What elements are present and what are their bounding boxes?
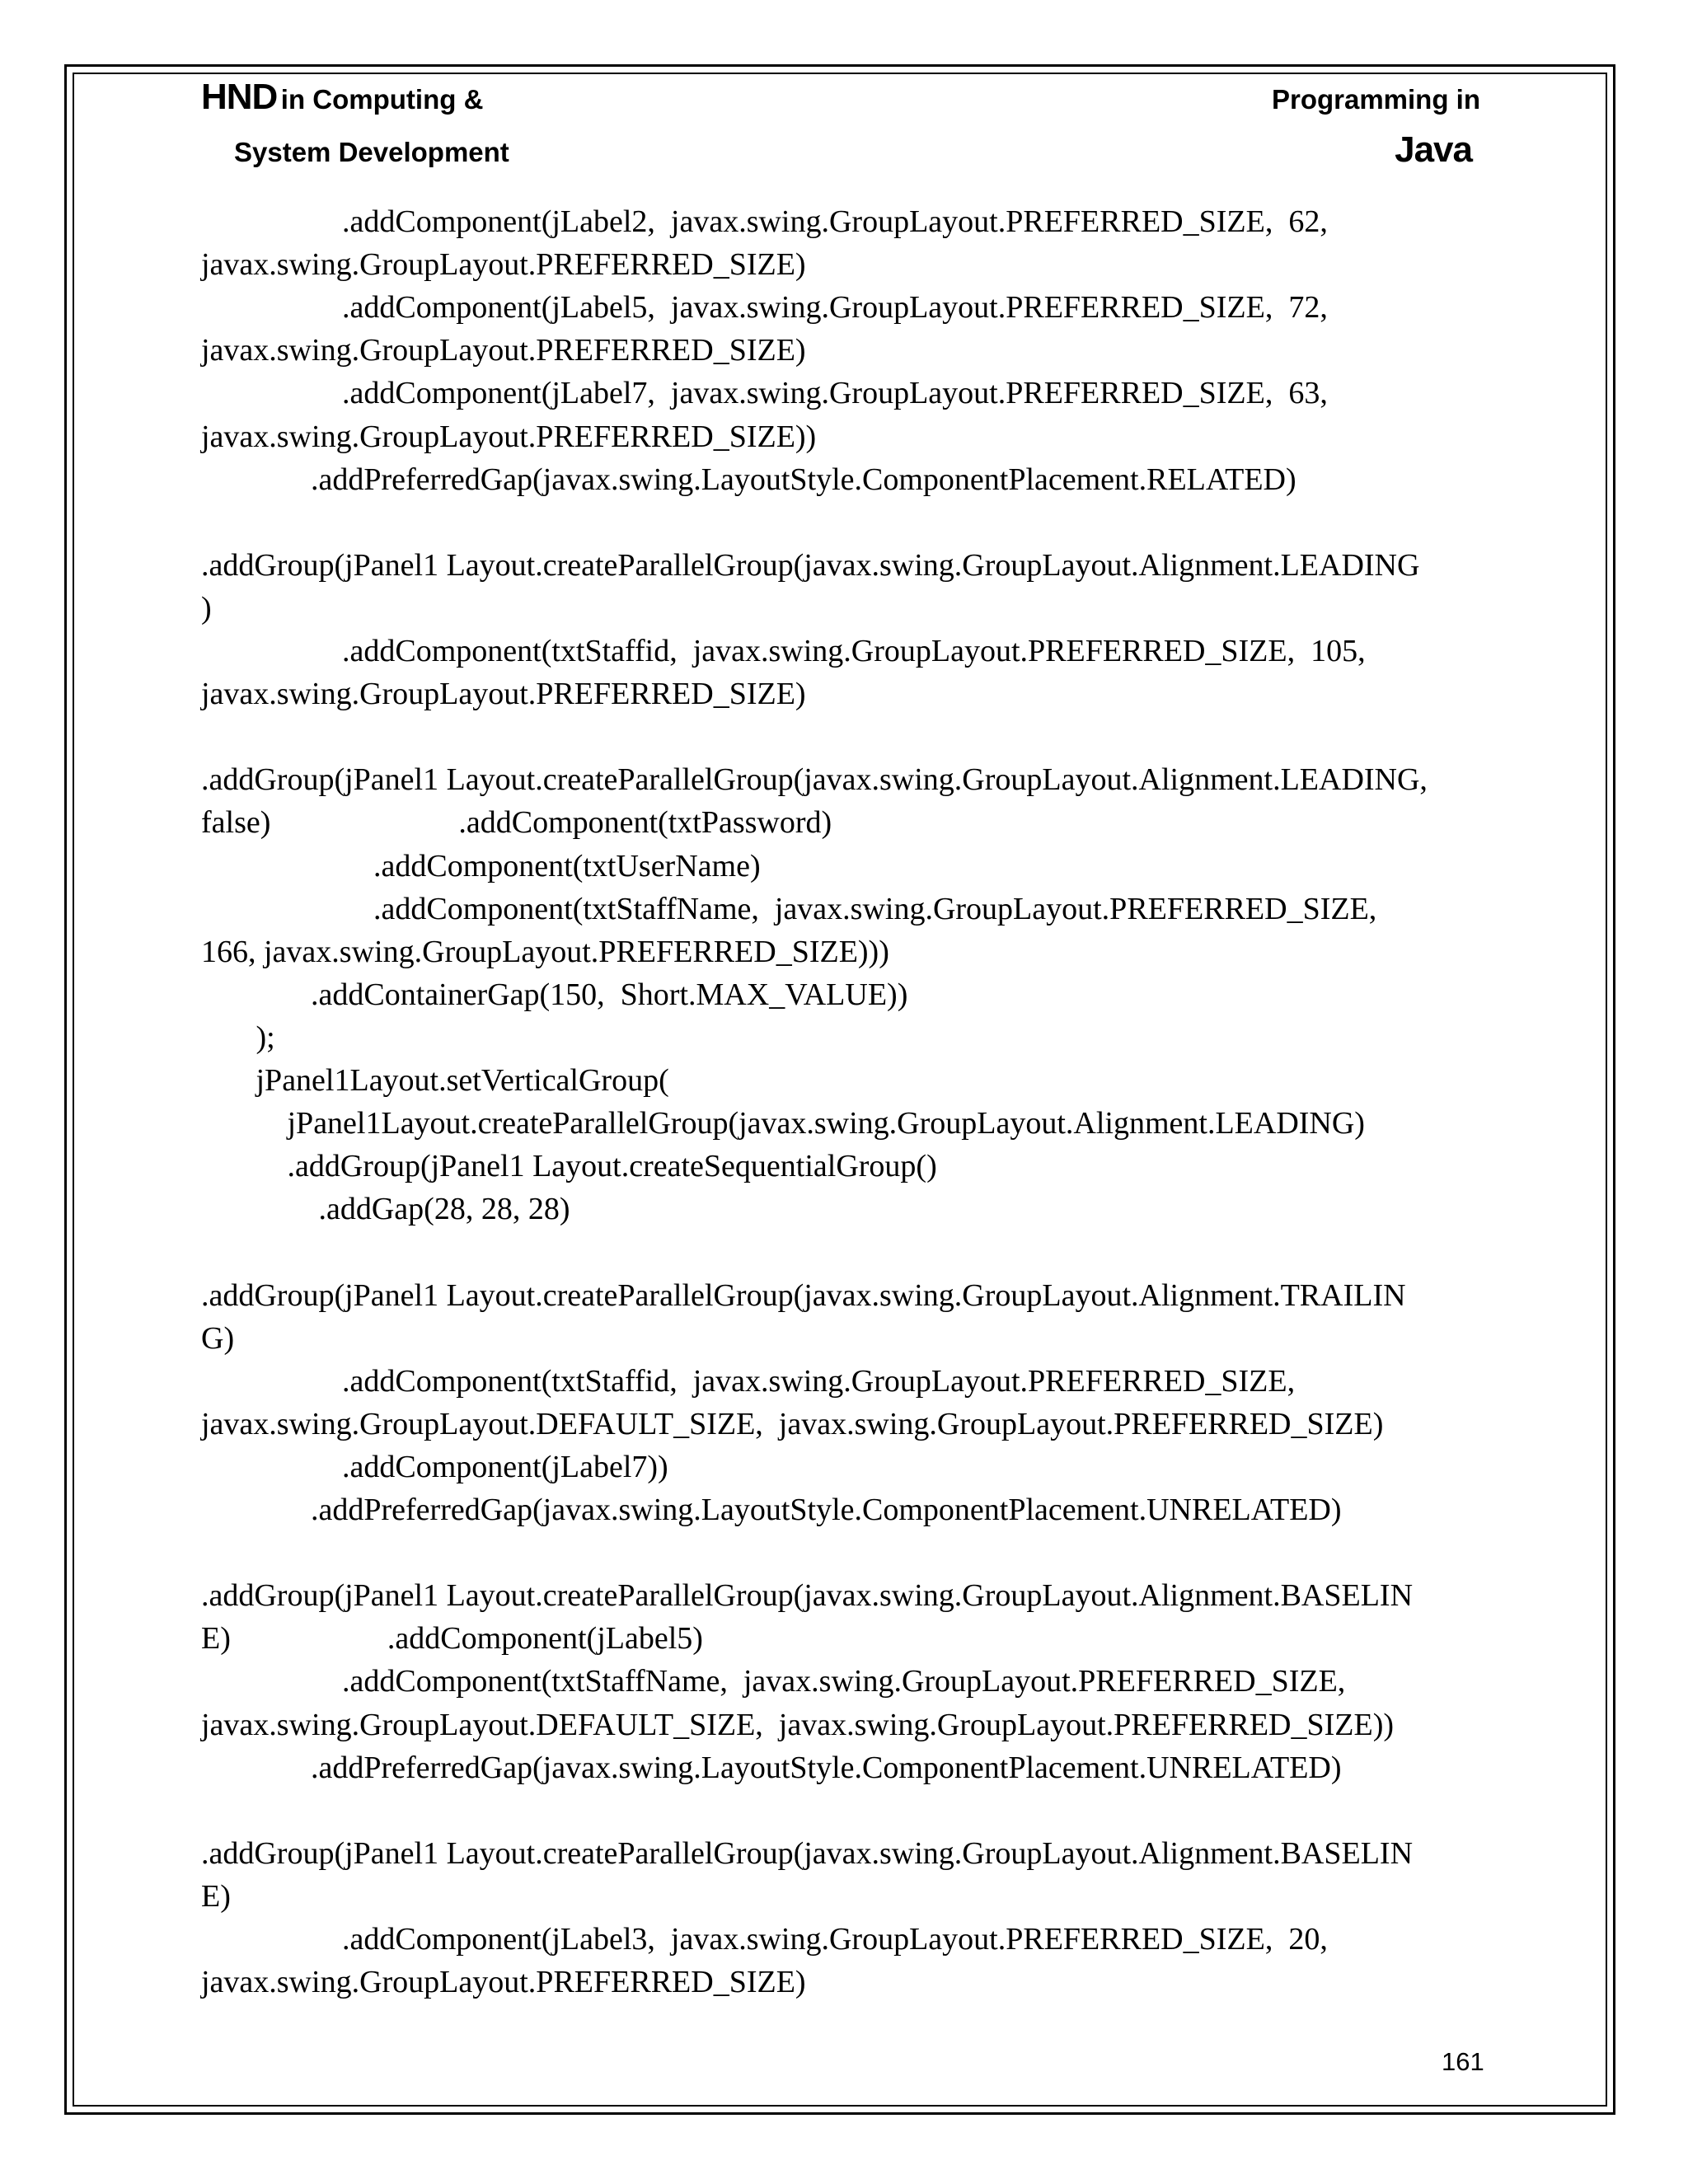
code-line: .addGap(28, 28, 28)	[201, 1192, 570, 1227]
code-line: .addGroup(jPanel1 Layout.createParallelGroup(javax.swing.GroupLayout.Alignment.LEADING,	[201, 762, 1428, 798]
code-line: .addGroup(jPanel1 Layout.createParallelGroup(javax.swing.GroupLayout.Alignment.BASELIN	[201, 1578, 1414, 1614]
code-line: .addComponent(jLabel2, javax.swing.GroupLayout.PREFERRED_SIZE, 62,	[201, 204, 1328, 239]
code-line: javax.swing.GroupLayout.PREFERRED_SIZE)	[201, 247, 806, 283]
code-line: .addPreferredGap(javax.swing.LayoutStyle.ComponentPlacement.UNRELATED)	[201, 1493, 1342, 1527]
header-hnd: HND	[201, 77, 278, 117]
code-line: false) .addComponent(txtPassword)	[201, 805, 832, 841]
code-line: .addComponent(txtStaffid, javax.swing.GroupLayout.PREFERRED_SIZE, 105,	[201, 634, 1366, 668]
code-line: )	[201, 590, 212, 626]
code-line: .addComponent(txtStaffName, javax.swing.GroupLayout.PREFERRED_SIZE,	[201, 891, 1377, 926]
code-line: .addComponent(jLabel3, javax.swing.GroupLayout.PREFERRED_SIZE, 20,	[201, 1922, 1328, 1957]
page-number: 161	[1442, 2047, 1484, 2076]
code-line: G)	[201, 1320, 235, 1356]
code-line: .addPreferredGap(javax.swing.LayoutStyle.ComponentPlacement.UNRELATED)	[201, 1750, 1342, 1785]
code-line: .addComponent(txtUserName)	[201, 848, 761, 883]
code-line: .addGroup(jPanel1 Layout.createSequentialGroup()	[201, 1149, 937, 1184]
code-line: javax.swing.GroupLayout.PREFERRED_SIZE)	[201, 1965, 806, 2000]
code-line: jPanel1Layout.createParallelGroup(javax.swing.GroupLayout.Alignment.LEADING)	[201, 1106, 1365, 1141]
code-line: .addComponent(jLabel5, javax.swing.GroupLayout.PREFERRED_SIZE, 72,	[201, 290, 1328, 326]
code-line: .addGroup(jPanel1 Layout.createParallelGroup(javax.swing.GroupLayout.Alignment.TRAILIN	[201, 1277, 1406, 1313]
code-line: javax.swing.GroupLayout.DEFAULT_SIZE, javax.swing.GroupLayout.PREFERRED_SIZE))	[201, 1707, 1395, 1742]
code-line: .addComponent(txtStaffid, javax.swing.GroupLayout.PREFERRED_SIZE,	[201, 1363, 1296, 1399]
code-line: .addComponent(txtStaffName, javax.swing.GroupLayout.PREFERRED_SIZE,	[201, 1664, 1346, 1699]
code-line: );	[201, 1019, 275, 1055]
code-line: jPanel1Layout.setVerticalGroup(	[201, 1063, 669, 1098]
header-system-development: System Development	[234, 137, 509, 167]
code-line: 166, javax.swing.GroupLayout.PREFERRED_SIZE)))	[201, 934, 889, 969]
header-left-line1	[201, 79, 483, 115]
code-line: .addComponent(jLabel7))	[201, 1449, 668, 1484]
header-programming-in: Programming in	[1271, 84, 1480, 115]
code-line: javax.swing.GroupLayout.PREFERRED_SIZE)	[201, 677, 806, 712]
code-line: .addPreferredGap(javax.swing.LayoutStyle.ComponentPlacement.RELATED)	[201, 462, 1296, 497]
code-line: .addComponent(jLabel7, javax.swing.GroupLayout.PREFERRED_SIZE, 63,	[201, 376, 1328, 411]
header-java: Java	[1395, 129, 1472, 170]
code-line: E) .addComponent(jLabel5)	[201, 1621, 703, 1657]
header-in-computing: in Computing &	[280, 84, 484, 115]
code-line: E)	[201, 1878, 231, 1914]
code-line: javax.swing.GroupLayout.PREFERRED_SIZE)	[201, 333, 806, 368]
code-line: javax.swing.GroupLayout.PREFERRED_SIZE))	[201, 419, 817, 454]
code-line: .addGroup(jPanel1 Layout.createParallelGroup(javax.swing.GroupLayout.Alignment.LEADING	[201, 547, 1420, 583]
code-line: javax.swing.GroupLayout.DEFAULT_SIZE, javax.swing.GroupLayout.PREFERRED_SIZE)	[201, 1406, 1384, 1441]
code-line: .addContainerGap(150, Short.MAX_VALUE))	[201, 977, 908, 1012]
code-line: .addGroup(jPanel1 Layout.createParallelGroup(javax.swing.GroupLayout.Alignment.BASELIN	[201, 1835, 1414, 1871]
